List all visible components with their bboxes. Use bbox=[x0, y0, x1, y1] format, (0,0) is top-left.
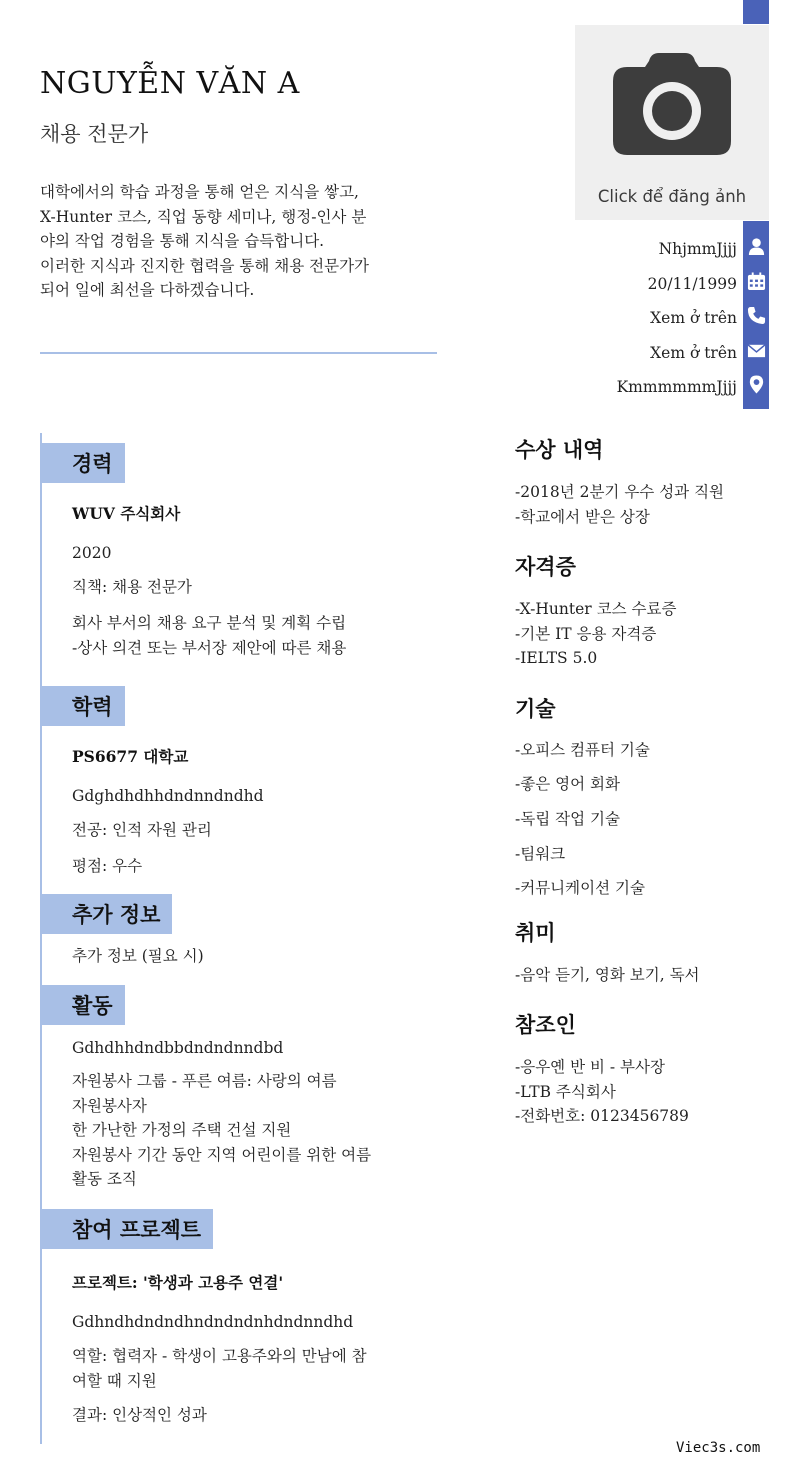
award-item: -2018년 2분기 우수 성과 직원 bbox=[515, 483, 725, 501]
skill-item: -커뮤니케이션 기술 bbox=[515, 879, 645, 897]
certificate-item: -IELTS 5.0 bbox=[515, 649, 598, 667]
experience-year: 2020 bbox=[72, 544, 112, 562]
calendar-icon bbox=[747, 272, 766, 291]
project-role-line: 여할 때 지원 bbox=[72, 1371, 157, 1390]
education-grade: 평점: 우수 bbox=[72, 857, 143, 875]
candidate-title: 채용 전문가 bbox=[40, 122, 149, 146]
section-certificates-heading: 자격증 bbox=[515, 555, 576, 579]
top-accent-bar bbox=[743, 0, 769, 24]
section-references-heading: 참조인 bbox=[515, 1013, 576, 1037]
section-education-heading: 학력 bbox=[42, 686, 125, 726]
experience-position: 직책: 채용 전문가 bbox=[72, 578, 192, 596]
certificate-item: -기본 IT 응용 자격증 bbox=[515, 624, 657, 643]
summary-line: X-Hunter 코스, 직업 동향 세미나, 행정-인사 분 bbox=[40, 207, 367, 226]
summary-divider bbox=[40, 352, 437, 354]
reference-item: -응우옌 반 비 - 부사장 bbox=[515, 1058, 665, 1076]
project-result: 결과: 인상적인 성과 bbox=[72, 1406, 207, 1424]
mail-icon bbox=[747, 341, 766, 360]
awards-list bbox=[515, 480, 724, 529]
activities-period: Gdhdhhdndbbdndndnndbd bbox=[72, 1039, 284, 1057]
experience-line: -상사 의견 또는 부서장 제안에 따른 채용 bbox=[72, 638, 347, 657]
person-icon bbox=[747, 237, 766, 256]
candidate-name: NGUYỄN VĂN A bbox=[40, 66, 300, 101]
education-school: PS6677 대학교 bbox=[72, 747, 189, 766]
project-period: Gdhndhdndndhndndndnhdndnndhd bbox=[72, 1313, 354, 1331]
activities-line: 자원봉사 기간 동안 지역 어린이를 위한 여름 bbox=[72, 1145, 372, 1164]
activities-description bbox=[72, 1069, 371, 1192]
education-major: 전공: 인적 자원 관리 bbox=[72, 821, 212, 839]
contact-birthdate: 20/11/1999 bbox=[647, 275, 737, 293]
phone-icon bbox=[747, 306, 766, 325]
experience-line: 회사 부서의 채용 요구 분석 및 계획 수립 bbox=[72, 614, 347, 632]
footer-brand[interactable]: Viec3s.com bbox=[676, 1440, 761, 1456]
reference-item: -전화번호: 0123456789 bbox=[515, 1107, 689, 1125]
activities-line: 활동 조직 bbox=[72, 1170, 137, 1188]
extra-info: 추가 정보 (필요 시) bbox=[72, 947, 204, 965]
activities-line: 자원봉사 그룹 - 푸른 여름: 사랑의 여름 bbox=[72, 1072, 337, 1090]
activities-line: 한 가난한 가정의 주택 건설 지원 bbox=[72, 1121, 292, 1139]
photo-upload[interactable] bbox=[575, 25, 769, 220]
camera-icon bbox=[613, 53, 731, 155]
certificate-item: -X-Hunter 코스 수료증 bbox=[515, 600, 677, 618]
section-awards-heading: 수상 내역 bbox=[515, 438, 604, 462]
skill-item: -팀워크 bbox=[515, 845, 566, 863]
skill-item: -독립 작업 기술 bbox=[515, 810, 620, 828]
project-name: 프로젝트: '학생과 고용주 연결' bbox=[72, 1273, 284, 1292]
skill-item: -좋은 영어 회화 bbox=[515, 775, 620, 793]
career-summary bbox=[40, 180, 440, 303]
experience-description bbox=[72, 611, 346, 660]
summary-line: 이러한 지식과 진지한 협력을 통해 채용 전문가가 bbox=[40, 256, 370, 275]
reference-item: -LTB 주식회사 bbox=[515, 1082, 616, 1101]
hobby-item: -음악 듣기, 영화 보기, 독서 bbox=[515, 966, 700, 984]
contact-phone: Xem ở trên bbox=[650, 309, 737, 327]
section-experience-heading: 경력 bbox=[42, 443, 125, 483]
section-hobbies-heading: 취미 bbox=[515, 921, 556, 945]
certificates-list bbox=[515, 597, 676, 671]
left-column-line bbox=[40, 433, 42, 1444]
contact-email: Xem ở trên bbox=[650, 344, 737, 362]
award-item: -학교에서 받은 상장 bbox=[515, 507, 650, 526]
activities-line: 자원봉사자 bbox=[72, 1096, 147, 1115]
skill-item: -오피스 컴퓨터 기술 bbox=[515, 741, 650, 759]
education-period: Gdghdhdhhdndnndndhd bbox=[72, 787, 264, 805]
project-role bbox=[72, 1344, 367, 1393]
project-role-line: 역할: 협력자 - 학생이 고용주와의 만남에 참 bbox=[72, 1347, 367, 1365]
location-icon bbox=[747, 375, 766, 394]
section-projects-heading: 참여 프로젝트 bbox=[42, 1209, 213, 1249]
section-skills-heading: 기술 bbox=[515, 697, 556, 721]
contact-name: NhjmmJjjj bbox=[658, 240, 737, 258]
contact-address: KmmmmmmJjjj bbox=[616, 378, 737, 396]
summary-line: 야의 작업 경험을 통해 지식을 습득합니다. bbox=[40, 232, 325, 250]
section-extra-heading: 추가 정보 bbox=[42, 894, 172, 934]
photo-upload-label: Click để đăng ảnh bbox=[597, 187, 747, 206]
references-list bbox=[515, 1055, 689, 1129]
experience-company: WUV 주식회사 bbox=[72, 504, 181, 523]
summary-line: 대학에서의 학습 과정을 통해 얻은 지식을 쌓고, bbox=[40, 183, 359, 201]
summary-line: 되어 일에 최선을 다하겠습니다. bbox=[40, 281, 255, 299]
section-activities-heading: 활동 bbox=[42, 985, 125, 1025]
